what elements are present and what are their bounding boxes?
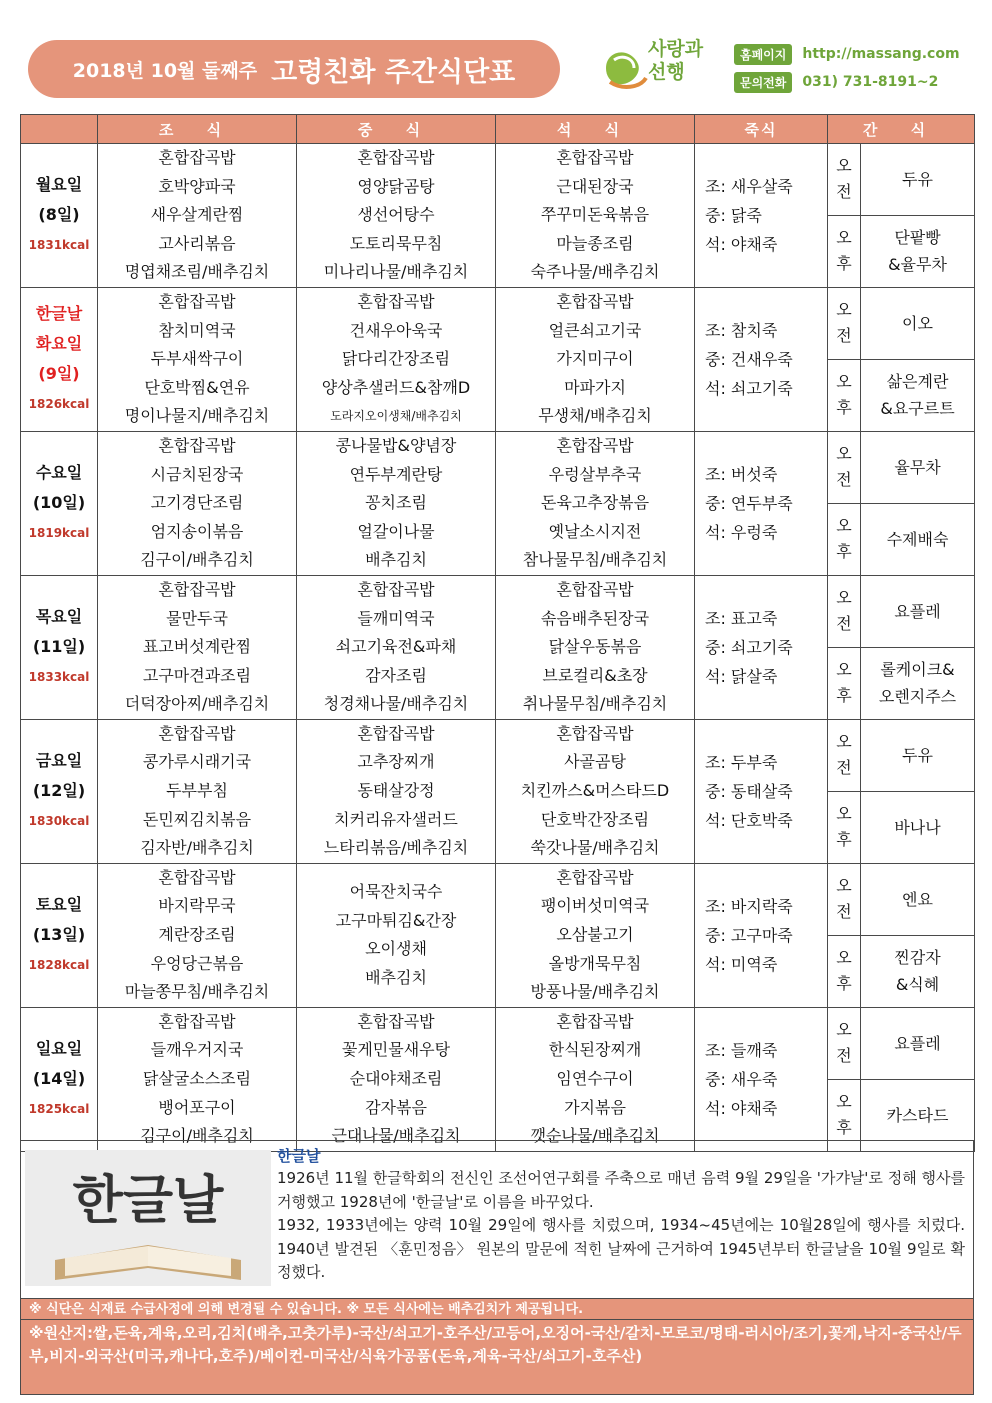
day-cell [21,719,98,863]
day-cell [21,863,98,1007]
breakfast-item: 혼합잡곡밥 [158,435,236,455]
dinner-item: 닭살우동볶음 [548,637,642,657]
lunch-item: 도라지오이생채/배추김치 [330,409,462,424]
lunch-item: 생선어탕수 [357,205,435,225]
breakfast-item: 닭살굴소스조림 [142,1069,252,1088]
dinner-item: 단호박간장조림 [540,809,650,829]
snack-item: 율무차 [894,457,941,477]
snack-item: &식혜 [895,975,940,995]
breakfast-cell [98,575,297,719]
snack-am-cell [861,144,975,216]
dinner-item: 가지볶음 [564,1097,626,1117]
snack-am-char: 오 [836,876,852,896]
snack-am-label [828,719,861,791]
snack-am-cell [861,287,975,359]
dinner-cell [496,144,695,288]
dinner-item: 쭈꾸미돈육볶음 [540,205,650,225]
snack-am-char: 전 [836,614,852,634]
lunch-item: 혼합잡곡밥 [357,1011,435,1031]
dinner-item: 숙주나물/배추김치 [530,262,660,282]
bottom-section [20,1140,974,1395]
dinner-cell [496,287,695,431]
breakfast-cell [98,1007,297,1151]
breakfast-item: 참치미역국 [158,320,236,340]
snack-am-label [828,863,861,935]
snack-pm-char: 오 [836,948,852,968]
lunch-item: 꽁치조림 [365,493,427,513]
snack-pm-label [828,503,861,575]
dinner-cell [496,719,695,863]
dinner-item: 팽이버섯미역국 [540,896,650,916]
lunch-item: 꽃게민물새우탕 [341,1040,451,1060]
snack-am-cell [861,863,975,935]
porridge-item: 중: 닭죽 [705,205,762,225]
breakfast-item: 김구이/배추김치 [140,1126,254,1146]
breakfast-item: 명이나물지/배추김치 [124,406,270,426]
snack-am-label [828,431,861,503]
porridge-cell [695,144,828,288]
day-name: 수요일 [35,463,83,483]
porridge-item: 석: 우렁죽 [705,522,778,542]
day-cell [21,431,98,575]
lunch-item: 배추김치 [365,967,427,987]
origin-info: ※원산지:쌀,돈육,계육,오리,김치(배추,고춧가루)-국산/쇠고기-호주산/고등어,오징어-국산/갈치-모로코/명태-러시아/조기,꽃게,낙지-중국산/두부,비지-외국산(미국,캐나다,호주)/베이컨-미국산/식육가공품(돈육,계육-국산/쇠고기-호주산) [21,1319,973,1394]
snack-am-char: 전 [836,182,852,202]
snack-am-cell [861,431,975,503]
title-banner [28,40,560,98]
day-row [21,719,975,791]
porridge-cell [695,863,828,1007]
snack-pm-char: 오 [836,228,852,248]
lunch-cell [297,287,496,431]
snack-item: 이오 [902,313,933,333]
book-image-title: 한글날 [72,1171,224,1231]
phone-number: 031) 731-8191~2 [802,74,939,90]
dinner-item: 한식된장찌개 [548,1040,642,1060]
breakfast-cell [98,431,297,575]
day-row [21,144,975,216]
snack-am-char: 오 [836,732,852,752]
porridge-item: 조: 두부죽 [705,752,778,772]
snack-pm-char: 후 [836,830,852,850]
snack-am-label [828,287,861,359]
snack-item: 두유 [902,169,933,189]
snack-pm-cell [861,791,975,863]
day-name: 토요일 [35,895,83,915]
snack-item: 요플레 [894,1033,941,1053]
dinner-cell [496,575,695,719]
header-porridge: 죽식 [695,115,828,144]
dinner-item: 얼큰쇠고기국 [548,320,642,340]
day-name: 금요일 [35,751,83,771]
breakfast-item: 마늘쫑무침/배추김치 [124,982,270,1002]
porridge-cell [695,575,828,719]
porridge-item: 중: 건새우죽 [705,349,793,369]
breakfast-item: 혼합잡곡밥 [158,867,236,887]
porridge-item: 조: 바지락죽 [705,896,793,916]
day-date: (12일) [32,781,86,801]
porridge-item: 석: 닭살죽 [705,666,778,686]
day-row [21,863,975,935]
breakfast-item: 두부새싹구이 [150,349,244,369]
lunch-item: 건새우아욱국 [349,320,443,340]
day-date: (11일) [32,637,86,657]
dinner-item: 마파가지 [564,377,626,397]
lunch-item: 쇠고기육전&파채 [335,637,457,657]
lunch-item: 느타리볶음/베추김치 [323,838,469,858]
snack-am-char: 오 [836,588,852,608]
header-breakfast: 조 식 [98,115,297,144]
lunch-item: 오이생채 [365,939,427,959]
dinner-item: 취나물무침/배추김치 [522,694,668,714]
breakfast-item: 혼합잡곡밥 [158,291,236,311]
lunch-item: 어묵잔치국수 [349,882,443,902]
snack-pm-char: 후 [836,254,852,274]
lunch-cell [297,575,496,719]
lunch-item: 양상추샐러드&참깨D [321,377,471,397]
snack-pm-char: 후 [836,686,852,706]
homepage-label: 홈페이지 [734,44,792,65]
day-name: 목요일 [35,607,83,627]
title-main: 고령친화 주간식단표 [271,56,516,88]
breakfast-cell [98,144,297,288]
snack-am-char: 오 [836,1020,852,1040]
dinner-item: 올방개묵무침 [548,953,642,973]
breakfast-item: 엄지송이볶음 [150,521,244,541]
snack-item: 바나나 [894,817,941,837]
breakfast-item: 계란장조림 [158,925,236,945]
day-row [21,575,975,647]
snack-item: 수제배숙 [886,529,949,549]
header-day [21,115,98,144]
porridge-item: 조: 버섯죽 [705,464,778,484]
breakfast-item: 단호박찜&연유 [144,377,250,397]
dinner-cell [496,1007,695,1151]
info-paragraph-1: 1926년 11월 한글학회의 전신인 조선어연구회를 주축으로 매년 음력 9월 29일을 '가갸날'로 정해 행사를 거행했고 1928년에 '한글날'로 이름을 바꾸었다. [277,1169,965,1211]
day-cell [21,1007,98,1151]
brand-line-1: 사랑과 [648,38,704,60]
dinner-item: 임연수구이 [556,1069,634,1088]
breakfast-item: 새우살계란찜 [150,205,244,225]
porridge-cell [695,1007,828,1151]
snack-item: &율무차 [888,255,947,275]
day-kcal: 1826kcal [28,397,90,412]
breakfast-item: 고구마견과조림 [142,665,252,685]
porridge-item: 중: 연두부죽 [705,493,793,513]
porridge-cell [695,719,828,863]
dinner-cell [496,431,695,575]
breakfast-item: 시금치된장국 [150,464,244,484]
snack-pm-char: 후 [836,398,852,418]
dinner-item: 사골곰탕 [564,752,626,772]
dinner-cell [496,863,695,1007]
day-kcal: 1819kcal [28,526,90,541]
breakfast-item: 명엽채조림/배추김치 [124,262,270,282]
snack-am-char: 오 [836,300,852,320]
day-row [21,287,975,359]
breakfast-item: 혼합잡곡밥 [158,579,236,599]
info-paragraph-2: 1932, 1933년에는 양력 10월 29일에 행사를 치렀으며, 1934~45년에는 10월28일에 행사를 치렀다. 1940년 발견된 〈훈민정음〉 원본의 말문에 적힌 날짜에 근거하여 1945년부터 한글날을 10월 9일로 확정했다. [277,1216,965,1281]
snack-pm-label [828,359,861,431]
day-kcal: 1825kcal [28,1102,90,1117]
dinner-item: 우렁살부추국 [548,464,642,484]
lunch-item: 영양닭곰탕 [357,176,435,196]
weekly-menu-table [20,114,975,1152]
porridge-cell [695,431,828,575]
snack-pm-cell [861,935,975,1007]
snack-am-label [828,575,861,647]
snack-am-char: 오 [836,156,852,176]
notice-bar: ※ 식단은 식재료 수급사정에 의해 변경될 수 있습니다. ※ 모든 식사에는 배추김치가 제공됩니다. [21,1298,973,1319]
brand-name [648,38,703,84]
lunch-item: 미나리나물/배추김치 [323,262,469,282]
day-name: 일요일 [35,1039,83,1059]
porridge-item: 조: 새우살죽 [705,176,793,196]
header-dinner: 석 식 [496,115,695,144]
breakfast-item: 더덕장아찌/배추김치 [124,694,270,714]
snack-item: 엔요 [902,889,933,909]
dinner-item: 참나물무침/배추김치 [522,550,668,570]
snack-item: 단팥빵 [894,228,941,248]
day-holiday: 한글날 [35,304,83,324]
day-date: (14일) [32,1069,86,1089]
breakfast-item: 김자반/배추김치 [140,838,254,858]
snack-pm-cell [861,215,975,287]
snack-item: 카스타드 [886,1105,949,1125]
snack-item: 오렌지주스 [878,687,957,707]
dinner-item: 돈육고추장볶음 [540,493,650,513]
info-heading: 한글날 [277,1147,321,1165]
menu-header-row [21,115,975,144]
day-date: (13일) [32,925,86,945]
snack-pm-char: 오 [836,516,852,536]
phone-label: 문의전화 [734,72,792,93]
lunch-item: 얼갈이나물 [357,521,435,541]
dinner-item: 방풍나물/배추김치 [530,982,660,1002]
snack-pm-char: 오 [836,660,852,680]
dinner-item: 오삼불고기 [556,925,634,945]
breakfast-item: 혼합잡곡밥 [158,148,236,167]
day-kcal: 1830kcal [28,814,90,829]
snack-item: 두유 [902,745,933,765]
day-date: (8일) [38,205,80,225]
day-name: 화요일 [35,334,83,354]
day-cell [21,575,98,719]
snack-pm-char: 오 [836,372,852,392]
snack-pm-label [828,791,861,863]
breakfast-item: 콩가루시래기국 [142,752,252,772]
lunch-cell [297,1007,496,1151]
breakfast-item: 돈민찌김치볶음 [142,809,252,829]
porridge-item: 중: 고구마죽 [705,925,793,945]
breakfast-item: 표고버섯계란찜 [142,637,252,657]
breakfast-item: 뱅어포구이 [158,1097,236,1117]
dinner-item: 혼합잡곡밥 [556,1011,634,1031]
breakfast-item: 호박양파국 [158,176,236,196]
dinner-item: 깻순나물/배추김치 [530,1126,660,1146]
day-kcal: 1828kcal [28,958,90,973]
porridge-item: 조: 들깨죽 [705,1040,778,1060]
header-lunch: 중 식 [297,115,496,144]
snack-am-cell [861,575,975,647]
dinner-item: 혼합잡곡밥 [556,435,634,455]
snack-am-char: 전 [836,326,852,346]
lunch-item: 들깨미역국 [357,608,435,628]
lunch-item: 감자볶음 [365,1097,427,1117]
hangul-book-image [25,1150,271,1286]
day-name: 월요일 [35,175,83,195]
lunch-item: 동태살강정 [357,781,435,801]
day-kcal: 1831kcal [28,238,90,253]
snack-am-char: 전 [836,1046,852,1066]
lunch-item: 순대야채조림 [349,1069,443,1088]
porridge-item: 석: 야채죽 [705,1098,778,1118]
snack-am-cell [861,719,975,791]
day-row [21,431,975,503]
breakfast-cell [98,719,297,863]
snack-pm-label [828,935,861,1007]
snack-am-label [828,1007,861,1079]
lunch-item: 배추김치 [365,550,427,570]
snack-pm-label [828,647,861,719]
porridge-item: 석: 쇠고기죽 [705,378,793,398]
snack-pm-char: 후 [836,974,852,994]
dinner-item: 혼합잡곡밥 [556,723,634,743]
porridge-item: 중: 쇠고기죽 [705,637,793,657]
lunch-item: 도토리묵무침 [349,233,443,253]
breakfast-item: 혼합잡곡밥 [158,1011,236,1031]
homepage-link[interactable]: http://massang.com [802,46,960,62]
snack-am-cell [861,1007,975,1079]
snack-am-char: 전 [836,758,852,778]
breakfast-item: 고기경단조림 [150,493,244,513]
lunch-item: 고추장찌개 [357,752,435,772]
porridge-item: 석: 미역죽 [705,954,778,974]
snack-pm-label [828,215,861,287]
snack-pm-char: 오 [836,804,852,824]
lunch-item: 청경채나물/배추김치 [323,694,469,714]
snack-am-char: 전 [836,470,852,490]
dinner-item: 솎음배추된장국 [540,608,650,628]
contact-info [734,42,960,98]
dinner-item: 혼합잡곡밥 [556,579,634,599]
snack-pm-char: 후 [836,1118,852,1138]
snack-am-char: 전 [836,902,852,922]
lunch-item: 혼합잡곡밥 [357,148,435,167]
brand-line-2: 선행 [648,61,685,83]
snack-pm-cell [861,503,975,575]
breakfast-cell [98,863,297,1007]
lunch-item: 혼합잡곡밥 [357,579,435,599]
breakfast-cell [98,287,297,431]
day-cell [21,287,98,431]
snack-pm-cell [861,647,975,719]
snack-item: 찐감자 [894,948,941,968]
snack-am-label [828,144,861,216]
breakfast-item: 혼합잡곡밥 [158,723,236,743]
porridge-item: 중: 새우죽 [705,1069,778,1089]
dinner-item: 브로컬리&초장 [542,665,648,685]
breakfast-item: 바지락무국 [158,896,236,916]
lunch-item: 콩나물밥&양념장 [335,435,457,455]
dinner-item: 옛날소시지전 [548,521,642,541]
porridge-cell [695,287,828,431]
lunch-cell [297,431,496,575]
snack-pm-cell [861,359,975,431]
lunch-item: 근대나물/배추김치 [331,1126,461,1146]
day-kcal: 1833kcal [28,670,90,685]
porridge-item: 석: 단호박죽 [705,810,793,830]
snack-am-char: 오 [836,444,852,464]
header [0,0,992,112]
porridge-item: 조: 참치죽 [705,320,778,340]
breakfast-item: 우엉당근볶음 [150,953,244,973]
snack-pm-char: 후 [836,542,852,562]
porridge-item: 석: 야채죽 [705,234,778,254]
snack-item: 요플레 [894,601,941,621]
snack-item: 롤케이크& [880,660,955,680]
hangul-day-info [21,1141,973,1298]
porridge-item: 중: 동태살죽 [705,781,793,801]
breakfast-item: 김구이/배추김치 [140,550,254,570]
lunch-item: 감자조림 [365,665,427,685]
dinner-item: 가지미구이 [556,349,634,369]
day-row [21,1007,975,1079]
dinner-item: 근대된장국 [556,176,634,196]
breakfast-item: 들깨우거지국 [150,1040,244,1060]
breakfast-item: 고사리볶음 [158,233,236,253]
snack-item: &요구르트 [880,399,955,419]
lunch-cell [297,863,496,1007]
day-date: (9일) [38,364,80,384]
dinner-item: 무생채/배추김치 [538,406,652,426]
lunch-item: 연두부계란탕 [349,464,443,484]
dinner-item: 혼합잡곡밥 [556,148,634,167]
snack-item: 삶은계란 [886,372,949,392]
lunch-item: 고구마튀김&간장 [335,910,457,930]
lunch-item: 치커리유자샐러드 [334,809,458,829]
lunch-cell [297,144,496,288]
breakfast-item: 두부부침 [166,781,228,801]
dinner-item: 치킨까스&머스타드D [520,781,670,801]
header-snack: 간 식 [828,115,975,144]
dinner-item: 혼합잡곡밥 [556,867,634,887]
dinner-item: 마늘종조림 [556,233,634,253]
dinner-item: 쑥갓나물/배추김치 [530,838,660,858]
day-cell [21,144,98,288]
day-date: (10일) [32,493,86,513]
lunch-cell [297,719,496,863]
snack-pm-char: 오 [836,1092,852,1112]
dinner-item: 혼합잡곡밥 [556,291,634,311]
breakfast-item: 물만두국 [166,608,228,628]
title-week: 2018년 10월 둘째주 [72,59,258,82]
lunch-item: 혼합잡곡밥 [357,723,435,743]
porridge-item: 조: 표고죽 [705,608,778,628]
lunch-item: 닭다리간장조림 [341,349,451,369]
lunch-item: 혼합잡곡밥 [357,291,435,311]
